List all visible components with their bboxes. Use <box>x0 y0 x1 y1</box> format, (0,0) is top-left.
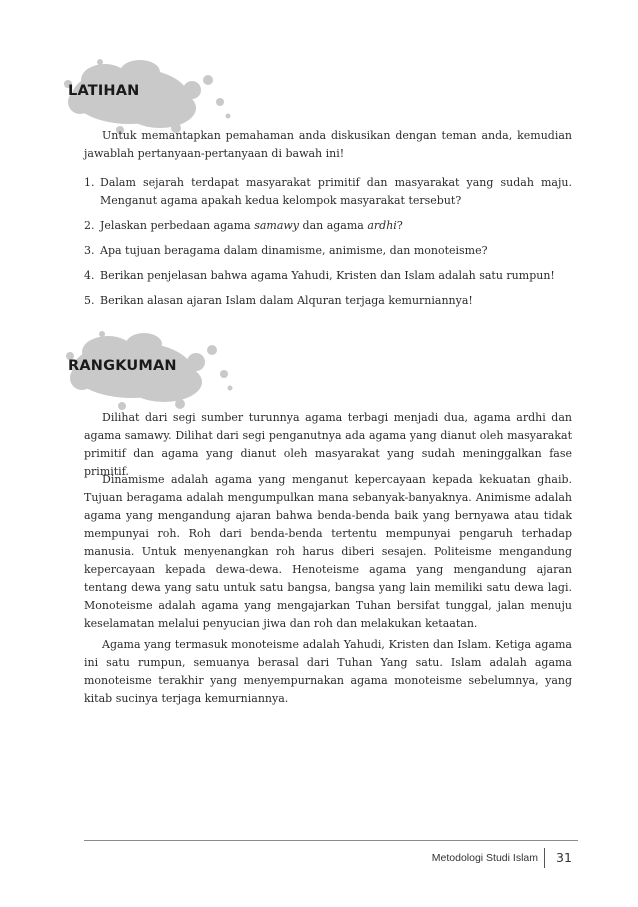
rangkuman-paragraph-2: Dinamisme adalah agama yang menganut kepercayaan kepada kekuatan ghaib. Tujuan beragama adalah mengumpulkan mana sebanyak-banyaknya. Animisme adalah agama yang mengandung ajaran bahwa benda-benda baik yang bernyawa atau tidak mempunyai roh. Roh dari benda-benda tertentu mempunyai pengaruh terhadap manusia. Untuk menyenangkan roh harus diberi sesajen. Politeisme mengandung kepercayaan kepada dewa-dewa. Henoteisme agama yang mengandung ajaran tentang dewa yang satu untuk satu bangsa, bangsa yang lain memiliki satu dewa lagi. Monoteisme adalah agama yang mengajarkan Tuhan bersifat tunggal, jalan menuju keselamatan melalui penyucian jiwa dan roh dan melakukan ketaatan. <box>84 473 572 630</box>
question-text <box>100 219 403 232</box>
question-item <box>84 174 572 210</box>
footer-divider <box>544 848 545 868</box>
question-text: Berikan alasan ajaran Islam dalam Alquran terjaga kemurniannya! <box>100 294 473 307</box>
question-item <box>84 242 572 260</box>
latihan-intro: Untuk memantapkan pemahaman anda diskusikan dengan teman anda, kemudian jawablah pertanyaan-pertanyaan di bawah ini! <box>84 129 572 160</box>
question-text-part: dan agama <box>299 219 368 232</box>
question-item <box>84 267 572 285</box>
question-text: Apa tujuan beragama dalam dinamisme, animisme, dan monoteisme? <box>100 244 488 257</box>
question-text: Berikan penjelasan bahwa agama Yahudi, Kristen dan Islam adalah satu rumpun! <box>100 269 555 282</box>
question-item <box>84 292 572 310</box>
term-ardhi: ardhi <box>367 219 397 232</box>
latihan-question-list <box>84 174 572 317</box>
question-number: 4. <box>84 269 95 282</box>
footer-rule <box>84 840 578 841</box>
question-text-part: ? <box>396 219 403 232</box>
footer-book-title: Metodologi Studi Islam <box>431 852 538 864</box>
latihan-title: LATIHAN <box>68 83 140 99</box>
question-text-part: Jelaskan perbedaan agama <box>100 219 255 232</box>
question-text: Dalam sejarah terdapat masyarakat primitif dan masyarakat yang sudah maju. Menganut agama apakah kedua kelompok masyarakat tersebut? <box>100 176 572 207</box>
rangkuman-header <box>60 324 240 414</box>
question-number: 5. <box>84 294 95 307</box>
question-number: 3. <box>84 244 95 257</box>
page-number: 31 <box>556 850 572 865</box>
question-number: 2. <box>84 219 95 232</box>
question-number: 1. <box>84 176 95 189</box>
rangkuman-paragraph-1: Dilihat dari segi sumber turunnya agama terbagi menjadi dua, agama ardhi dan agama samawy. Dilihat dari segi penganutnya ada agama yang dianut oleh masyarakat primitif dan agama yang dianut oleh masyarakat yang sudah meninggalkan fase primitif. <box>84 411 572 478</box>
term-samawy: samawy <box>254 219 300 232</box>
rangkuman-title: RANGKUMAN <box>68 358 177 374</box>
rangkuman-paragraph-3: Agama yang termasuk monoteisme adalah Yahudi, Kristen dan Islam. Ketiga agama ini satu rumpun, semuanya berasal dari Tuhan Yang satu. Islam adalah agama monoteisme terakhir yang menyempurnakan agama monoteisme sebelumnya, yang kitab sucinya terjaga kemurniannya. <box>84 638 572 705</box>
question-item <box>84 217 572 235</box>
